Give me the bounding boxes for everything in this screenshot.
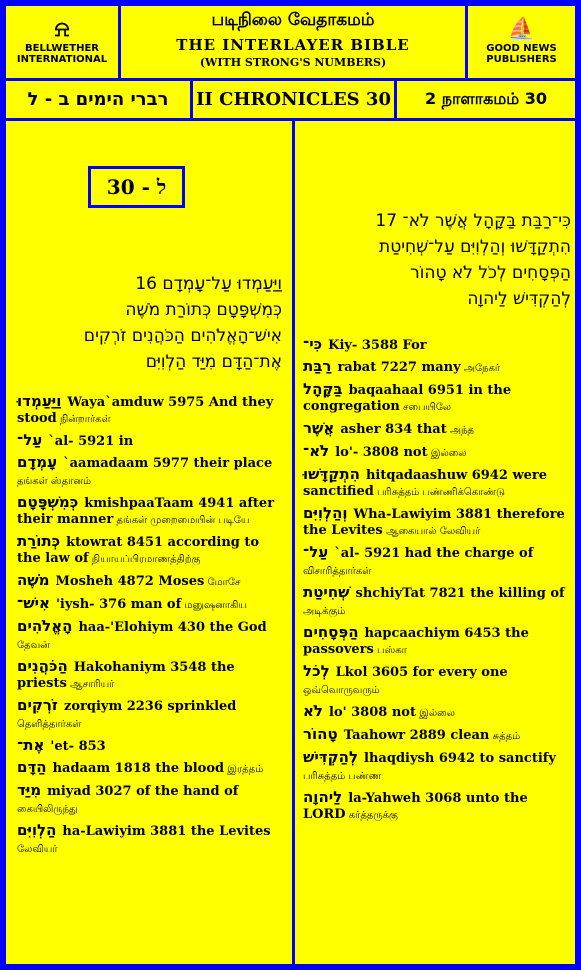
hebrew-word: עַל־: [17, 431, 43, 449]
english-gloss: Mosheh 4872 Moses: [55, 574, 205, 589]
hebrew-word: וְהַלְוִיִּם: [303, 504, 348, 522]
word-entry: [17, 782, 282, 818]
english-gloss: Waya`amduw 5975 And they stood: [17, 395, 274, 426]
hebrew-word: עַל־: [303, 543, 329, 561]
hebrew-word: אֲשֶׁר: [303, 419, 335, 437]
english-gloss: zorqiym 2236 sprinkled: [63, 699, 237, 714]
verse-line: 16 וַיַּעַמְדוּ עַל־עָמְדָם: [135, 274, 282, 294]
tamil-gloss: லேவியர்: [17, 844, 58, 855]
tamil-gloss: அந்த: [446, 425, 474, 436]
hebrew-word: הַדָּם: [17, 758, 47, 776]
english-gloss: Wha-Lawiyim 3881 therefore the Levites: [303, 507, 565, 538]
tamil-gloss: தங்கள் ஸ்தானம்: [17, 476, 92, 487]
verse-line: אֶת־הַדָּם מִיַּד הַלְוִיִּם: [145, 352, 282, 372]
hebrew-word: כְּתוֹרַת: [17, 532, 61, 550]
tamil-gloss: மனுஷனாகிய: [181, 600, 247, 611]
word-entry: [17, 393, 282, 428]
english-gloss: lo' 3808 not: [329, 705, 416, 720]
word-entry: [17, 432, 282, 450]
hebrew-word: עָמְדָם: [17, 453, 58, 471]
tamil-gloss: அநேகர்: [460, 363, 501, 374]
hebrew-word: הַכֹּהֲנִים: [17, 657, 68, 675]
left-word-list: [17, 393, 282, 862]
word-entry: [17, 658, 282, 693]
word-entry: [303, 726, 571, 745]
word-entry: [303, 584, 571, 620]
word-entry: [17, 494, 282, 529]
tamil-gloss: இல்லை: [427, 448, 467, 459]
hebrew-word: כְּמִשְׁפָּטָם: [17, 493, 79, 511]
tamil-gloss: சுத்தம்: [489, 731, 521, 742]
hebrew-word: אִישׁ־: [17, 594, 50, 612]
tamil-gloss: இல்லை: [415, 708, 455, 719]
word-entry: [303, 381, 571, 416]
english-gloss: `al- 5921 in: [48, 434, 134, 449]
english-gloss: kmishpaaTaam 4941 after their manner: [17, 496, 275, 527]
word-entry: [303, 663, 571, 699]
hebrew-word: כִּי־: [303, 335, 323, 353]
hebrew-word: רַבַּת: [303, 357, 332, 375]
tamil-gloss: கர்த்தருக்கு: [345, 810, 398, 821]
english-gloss: la-Yahweh 3068 unto the LORD: [303, 791, 528, 822]
word-entry: [303, 443, 571, 462]
hebrew-word: הָאֱלֹהִים: [17, 617, 73, 635]
english-gloss: Lkol 3605 for every one: [335, 665, 508, 680]
word-entry: [303, 544, 571, 580]
english-gloss: lhaqdiysh 6942 to sanctify: [364, 751, 556, 766]
subtitle: (WITH STRONG'S NUMBERS): [199, 56, 387, 69]
hebrew-word: לְהַקְדִּישׁ: [303, 748, 359, 766]
english-gloss: Hakohaniym 3548 the priests: [17, 660, 235, 691]
english-gloss: Kiy- 3588 For: [328, 338, 427, 353]
word-entry: [303, 624, 571, 659]
title-english: THE INTERLAYER BIBLE: [176, 36, 410, 54]
tamil-gloss: விசாரித்தார்கள்: [303, 566, 372, 577]
word-entry: [17, 533, 282, 568]
word-entry: [17, 697, 282, 733]
verse-line: הַפְּסָחִים לְכֹל לֹא טָהוֹר: [410, 263, 571, 283]
word-entry: [17, 737, 282, 755]
ref-tamil: 2 நாளாகமம் 30: [394, 78, 578, 121]
chapter-box: ל - 30: [88, 166, 185, 208]
title-tamil: படிநிலை வேதாகமம்: [211, 10, 375, 30]
hebrew-word: לֹא: [303, 702, 323, 720]
logo-left: [3, 3, 121, 81]
word-entry: [303, 420, 571, 439]
english-gloss: hitqadaashuw 6942 were sanctified: [303, 468, 548, 499]
verse-17-hebrew: [303, 208, 571, 312]
tamil-gloss: பரிசுத்தம் பண்ணிக்கொண்டு: [373, 487, 505, 498]
word-entry: [303, 789, 571, 824]
english-gloss: hapcaachiym 6453 the passovers: [303, 626, 529, 657]
english-gloss: lo'- 3808 not: [335, 445, 428, 460]
word-entry: [303, 358, 571, 377]
verse-line: הִתְקַדָּשׁוּ וְהַלְוִיִּם עַל־שְׁחִיטַת: [379, 237, 571, 257]
word-entry: [303, 749, 571, 785]
hebrew-word: הַלְוִיִּם: [17, 821, 57, 839]
english-gloss: shchiyTat 7821 the killing of: [355, 586, 565, 601]
word-entry: [17, 454, 282, 490]
tamil-gloss: நின்றார்கள்: [56, 414, 111, 425]
hebrew-word: בַּקָּהָל: [303, 380, 343, 398]
hebrew-word: אֶת־: [17, 736, 45, 754]
english-gloss: `al- 5921 had the charge of: [334, 546, 534, 561]
english-gloss: rabat 7227 many: [337, 360, 461, 375]
word-entry: [303, 505, 571, 540]
english-gloss: haa-'Elohiym 430 the God: [78, 620, 267, 635]
tamil-gloss: தங்கள் முறைமையின் படியே: [113, 515, 250, 526]
tamil-gloss: ஆசாரியர்: [66, 679, 115, 690]
tamil-gloss: தேவன்: [17, 640, 50, 651]
word-entry: [17, 759, 282, 778]
word-entry: [303, 703, 571, 722]
verse-16-hebrew: [17, 271, 282, 375]
word-entry: [303, 336, 571, 354]
tamil-gloss: இரத்தம்: [224, 764, 264, 775]
hebrew-word: שְׁחִיטַת: [303, 583, 350, 601]
ref-hebrew: רברי הימים ב - ל: [3, 78, 193, 121]
hebrew-word: לְכֹל: [303, 662, 330, 680]
hebrew-word: מִיַּד: [17, 781, 42, 799]
english-gloss: `aamadaam 5977 their place: [63, 456, 273, 471]
tamil-gloss: ஆகையால் லேவியர்: [382, 526, 481, 537]
english-gloss: Taahowr 2889 clean: [343, 728, 490, 743]
logo-left-text: BELLWETHER INTERNATIONAL: [16, 43, 108, 65]
verse-line: לְהַקְדִּישׁ לַיהוָה: [467, 289, 571, 309]
ref-english: II CHRONICLES 30: [190, 78, 397, 121]
hebrew-word: מֹשֶׁה: [17, 571, 50, 589]
bell-icon: ⍾: [54, 17, 70, 42]
tamil-gloss: தெளித்தார்கள்: [17, 719, 82, 730]
english-gloss: miyad 3027 of the hand of: [47, 784, 239, 799]
word-entry: [17, 822, 282, 858]
hebrew-word: לַיהוָה: [303, 788, 343, 806]
english-gloss: ha-Lawiyim 3881 the Levites: [62, 824, 271, 839]
verse-line: 17 כִּי־רַבַּת בַּקָּהָל אֲשֶׁר לֹא־: [375, 211, 571, 231]
hebrew-word: טָהוֹר: [303, 725, 338, 743]
english-gloss: baqaahaal 6951 in the congregation: [303, 383, 512, 414]
english-gloss: asher 834 that: [340, 422, 447, 437]
hebrew-word: הִתְקַדָּשׁוּ: [303, 465, 360, 483]
tamil-gloss: கையிலிருந்து: [17, 804, 78, 815]
verse-line: אִישׁ־הָאֱלֹהִים הַכֹּהֲנִים זֹרְקִים: [83, 326, 282, 346]
tamil-gloss: நியாயப்பிரமாணத்திற்கு: [88, 554, 201, 565]
english-gloss: ktowrat 8451 according to the law of: [17, 535, 260, 566]
tamil-gloss: சபையிலே: [399, 402, 452, 413]
english-gloss: 'et- 853: [50, 739, 106, 754]
tamil-gloss: பஸ்கா: [373, 645, 407, 656]
english-gloss: hadaam 1818 the blood: [52, 761, 225, 776]
hebrew-word: וַיַּעַמְדוּ: [17, 392, 62, 410]
tamil-gloss: அடிக்கும்: [303, 606, 346, 617]
hebrew-word: זֹרְקִים: [17, 696, 58, 714]
tamil-gloss: ஒவ்வொருவரும்: [303, 685, 380, 696]
word-entry: [303, 466, 571, 501]
hebrew-word: לֹא־: [303, 442, 330, 460]
english-gloss: 'iysh- 376 man of: [55, 597, 182, 612]
tamil-gloss: பரிசுத்தம் பண்ண: [303, 771, 382, 782]
right-word-list: [303, 336, 571, 828]
verse-line: כְּמִשְׁפָּטָם כְּתוֹרַת מֹשֶׁה: [125, 300, 282, 320]
ship-icon: ⛵: [507, 17, 536, 42]
hebrew-word: הַפְּסָחִים: [303, 623, 359, 641]
word-entry: [17, 572, 282, 591]
logo-right-text: GOOD NEWS PUBLISHERS: [486, 43, 557, 65]
title-block: [118, 3, 468, 81]
word-entry: [17, 618, 282, 654]
word-entry: [17, 595, 282, 614]
logo-right: [465, 3, 578, 81]
tamil-gloss: மோசே: [204, 577, 241, 588]
